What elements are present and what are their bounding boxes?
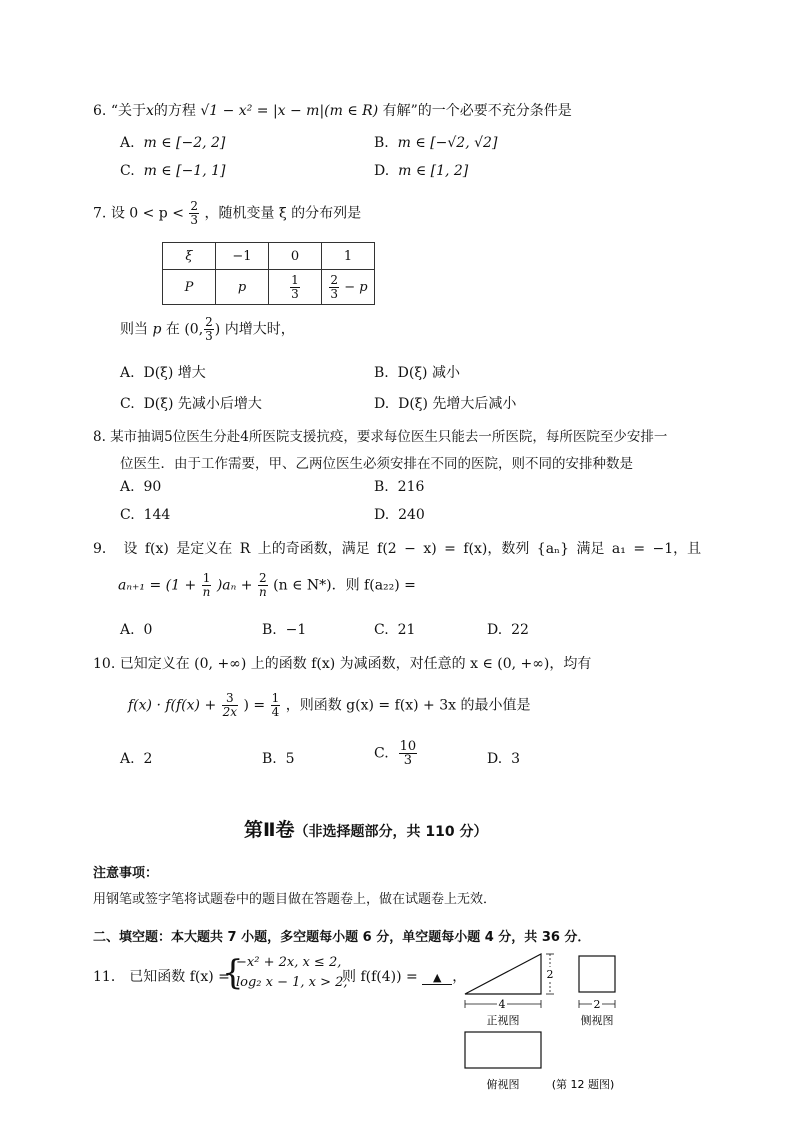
figure-caption: (第 12 题图) <box>551 1078 615 1091</box>
three-view-figure <box>455 948 625 1096</box>
table-cell: 1 <box>322 243 375 270</box>
table-cell: 0 <box>269 243 322 270</box>
q11-stem: 11． 已知函数 f(x) = <box>93 969 230 985</box>
table-cell: $\frac{2}{3}$ − p <box>322 270 375 305</box>
q9-stem-line2: aₙ₊₁ = (1 + $\frac{1}{n}$ )aₙ + $\frac{2}{n}$ (n ∈ N*)．则 f(a₂₂) = <box>118 571 416 599</box>
q11-piecewise: { −x² + 2x, x ≤ 2, log₂ x − 1, x > 2, <box>222 953 348 993</box>
q8-option-d[interactable]: D. 240 <box>374 507 425 523</box>
table-cell: p <box>216 270 269 305</box>
section2-heading: 二、填空题：本大题共 7 小题，多空题每小题 6 分，单空题每小题 4 分，共 36 分． <box>93 930 591 945</box>
q10-option-c[interactable]: C. $\frac{10}{3}$ <box>374 739 417 768</box>
front-view-label: 正视图 <box>486 1014 520 1027</box>
q7-option-b[interactable]: B. D(ξ) 减小 <box>374 365 460 381</box>
answer-blank[interactable]: ▲ <box>422 971 452 985</box>
q7-stem: 7. 设 0 < p < $\frac{2}{3}$ ，随机变量 ξ 的分布列是 <box>93 199 362 227</box>
q10-stem-line2: f(x) · f(f(x) + $\frac{3}{2x}$ ) = $\frac{1}{4}$ ，则函数 g(x) = f(x) + 3x 的最小值是 <box>128 691 531 719</box>
part2-title: 第Ⅱ卷 <box>244 819 295 841</box>
q8-stem-line2: 位医生．由于工作需要，甲、乙两位医生必须安排在不同的医院，则不同的安排种数是 <box>120 456 633 472</box>
table-cell: $\frac{1}{3}$ <box>269 270 322 305</box>
q10-option-b[interactable]: B. 5 <box>262 751 295 767</box>
q6-option-b[interactable]: B. m ∈ [−√2, √2] <box>374 135 498 151</box>
dimension-label: 2 <box>593 998 601 1011</box>
q6-number: 6. <box>93 103 107 119</box>
side-view-square <box>579 956 615 992</box>
table-cell: −1 <box>216 243 269 270</box>
part2-heading <box>244 815 488 842</box>
q9-option-a[interactable]: A. 0 <box>120 622 153 638</box>
q8-option-a[interactable]: A. 90 <box>120 479 162 495</box>
q10-stem-line1: 10. 已知定义在 (0, +∞) 上的函数 f(x) 为减函数，对任意的 x ∈ (0, +∞)，均有 <box>93 656 592 672</box>
q9-stem-line1: 9． 设 f(x) 是定义在 R 上的奇函数，满足 f(2 − x) = f(x)，数列 {aₙ} 满足 a₁ = −1，且 <box>93 541 702 557</box>
q8-option-c[interactable]: C. 144 <box>120 507 171 523</box>
top-view-rectangle <box>465 1032 541 1068</box>
dimension-label: 2 <box>546 968 554 981</box>
side-view-label: 侧视图 <box>580 1014 614 1027</box>
q11-number: 11． <box>93 969 125 985</box>
q7-distribution-table <box>162 242 375 305</box>
q10-option-a[interactable]: A. 2 <box>120 751 153 767</box>
q6-option-c[interactable]: C. m ∈ [−1, 1] <box>120 163 226 179</box>
notice-title: 注意事项： <box>93 866 159 881</box>
q7-option-d[interactable]: D. D(ξ) 先增大后减小 <box>374 396 517 412</box>
table-cell: ξ <box>163 243 216 270</box>
q11-tail: 则 f(f(4)) = ▲ ， <box>342 969 467 985</box>
part2-subtitle: （非选择题部分，共 110 分） <box>294 824 488 840</box>
q8-option-b[interactable]: B. 216 <box>374 479 425 495</box>
q8-stem-line1: 8. 某市抽调5位医生分赴4所医院支援抗疫，要求每位医生只能去一所医院，每所医院至少安排一 <box>93 429 668 445</box>
q8-number: 8. <box>93 429 106 445</box>
q6-stem: 6. “关于x的方程 √1 − x² = |x − m|(m ∈ R) 有解”的一个必要不充分条件是 <box>93 103 572 119</box>
table-cell: P <box>163 270 216 305</box>
q7-number: 7. <box>93 205 107 222</box>
q9-option-d[interactable]: D. 22 <box>487 622 529 638</box>
q7-fraction: $\frac{2}{3}$ <box>190 199 199 227</box>
q9-number: 9． <box>93 541 116 557</box>
q7-option-a[interactable]: A. D(ξ) 增大 <box>120 365 206 381</box>
top-view-label: 俯视图 <box>486 1078 520 1091</box>
notice-text: 用钢笔或签字笔将试题卷中的题目做在答题卷上，做在试题卷上无效． <box>93 892 497 907</box>
q6-equation: √1 − x² = |x − m|(m ∈ R) <box>200 103 379 119</box>
q9-option-b[interactable]: B. −1 <box>262 622 307 638</box>
q9-option-c[interactable]: C. 21 <box>374 622 416 638</box>
front-view-triangle <box>465 954 541 994</box>
dimension-label: 4 <box>498 998 506 1011</box>
q10-option-d[interactable]: D. 3 <box>487 751 521 767</box>
q6-option-d[interactable]: D. m ∈ [1, 2] <box>374 163 469 179</box>
q10-number: 10. <box>93 656 116 672</box>
q6-option-a[interactable]: A. m ∈ [−2, 2] <box>120 135 226 151</box>
q7-option-c[interactable]: C. D(ξ) 先减小后增大 <box>120 396 262 412</box>
q7-condition: 则当 p 在 (0, $\frac{2}{3}$ ) 内增大时， <box>120 315 295 343</box>
